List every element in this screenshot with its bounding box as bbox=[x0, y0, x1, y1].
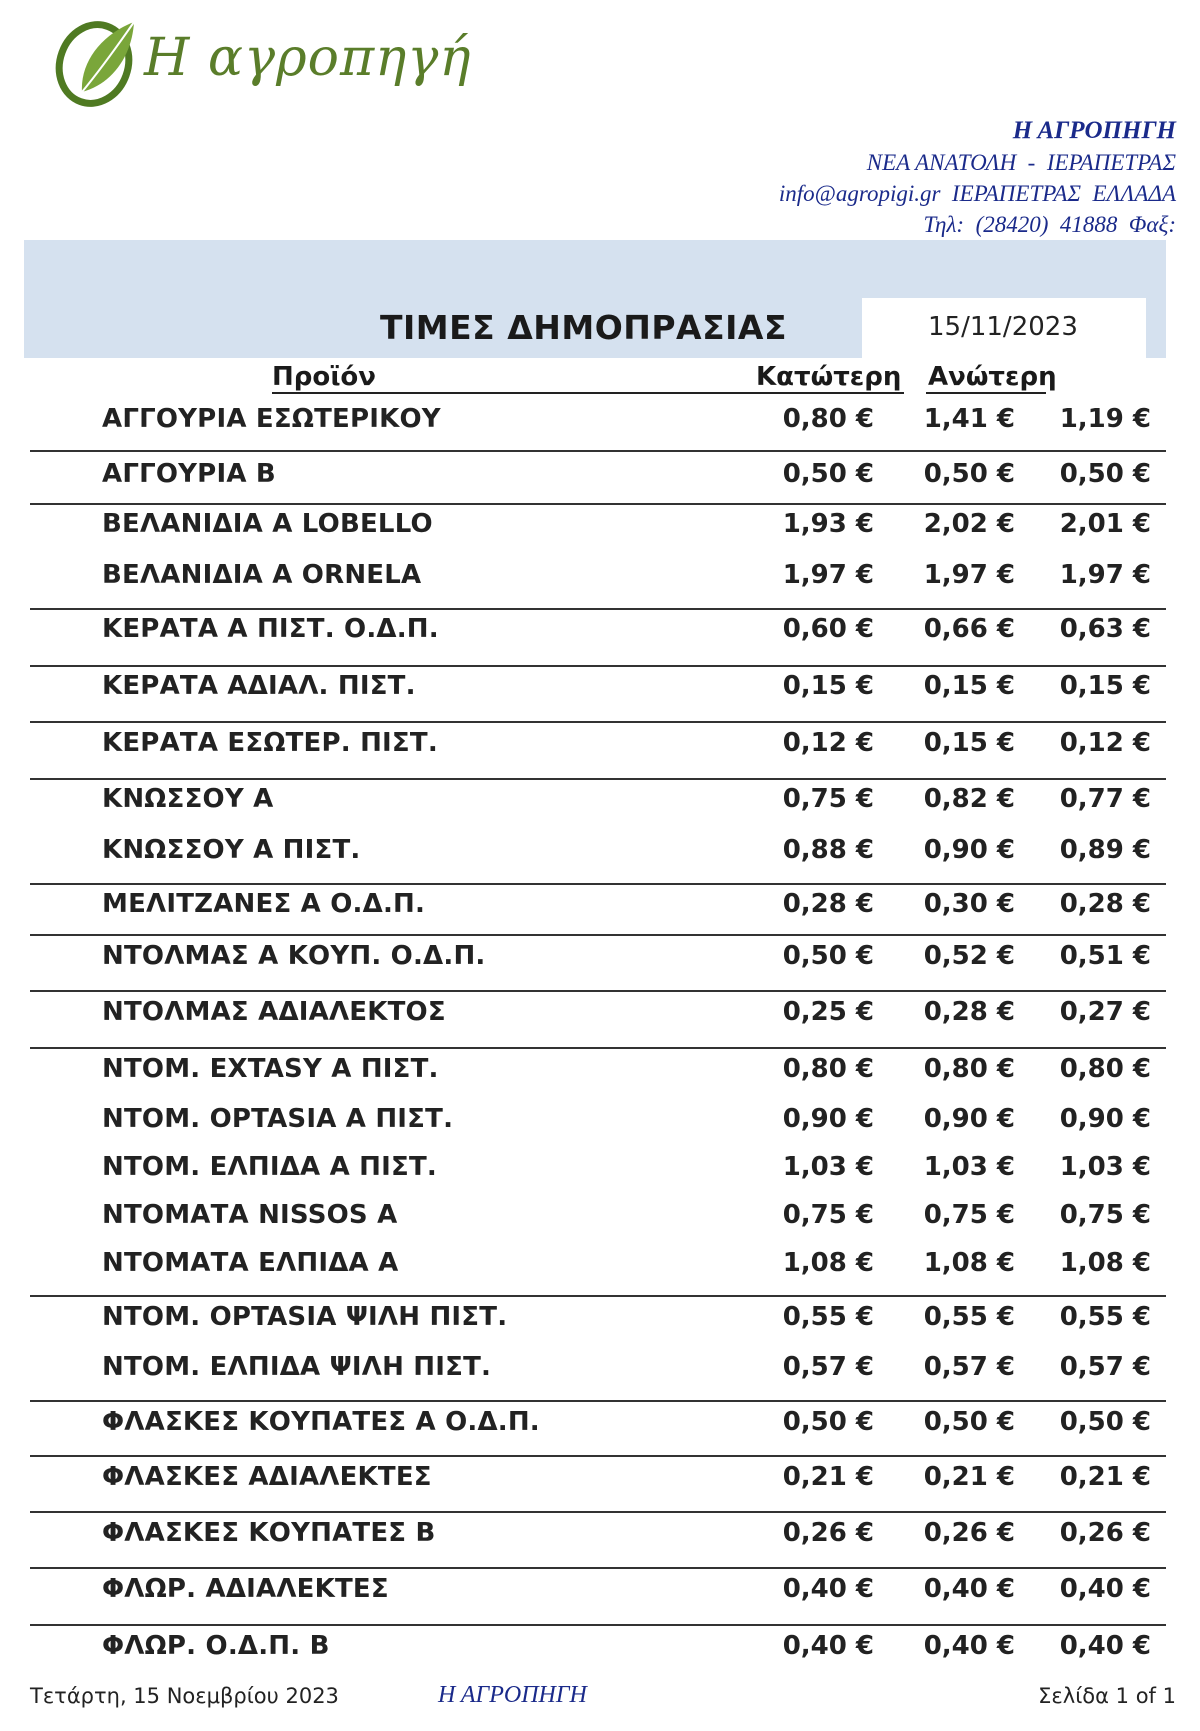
price-low: 1,03 € bbox=[782, 1152, 874, 1182]
price-high: 0,40 € bbox=[923, 1631, 1015, 1661]
price-high: 0,75 € bbox=[923, 1200, 1015, 1230]
product-name: ΝΤΟΜΑΤΑ NISSOS Α bbox=[102, 1200, 398, 1230]
price-low: 0,75 € bbox=[782, 784, 874, 814]
price-low: 0,40 € bbox=[782, 1631, 874, 1661]
column-header-product: Προϊόν bbox=[272, 362, 376, 392]
price-low: 0,40 € bbox=[782, 1574, 874, 1604]
table-row bbox=[0, 1148, 1200, 1188]
table-row bbox=[0, 1100, 1200, 1140]
price-high: 1,08 € bbox=[923, 1248, 1015, 1278]
product-name: ΚΕΡΑΤΑ ΕΣΩΤΕΡ. ΠΙΣΤ. bbox=[102, 728, 438, 758]
product-name: ΦΛΑΣΚΕΣ ΚΟΥΠΑΤΕΣ Β bbox=[102, 1518, 436, 1548]
table-row bbox=[0, 831, 1200, 871]
table-row bbox=[0, 993, 1200, 1033]
price-low: 0,50 € bbox=[782, 941, 874, 971]
product-name: ΝΤΟΛΜΑΣ ΑΔΙΑΛΕΚΤΟΣ bbox=[102, 997, 446, 1027]
product-name: ΝΤΟΜ. ΕΛΠΙΔΑ Α ΠΙΣΤ. bbox=[102, 1152, 437, 1182]
row-separator bbox=[30, 1624, 1166, 1626]
price-third: 0,40 € bbox=[1059, 1631, 1151, 1661]
footer-page-number: Σελίδα 1 of 1 bbox=[1038, 1684, 1176, 1708]
row-separator bbox=[30, 1295, 1166, 1297]
price-low: 0,21 € bbox=[782, 1462, 874, 1492]
footer-date: Τετάρτη, 15 Νοεμβρίου 2023 bbox=[30, 1684, 339, 1708]
price-low: 1,97 € bbox=[782, 560, 874, 590]
price-high: 0,21 € bbox=[923, 1462, 1015, 1492]
price-low: 0,75 € bbox=[782, 1200, 874, 1230]
price-third: 2,01 € bbox=[1059, 509, 1151, 539]
table-row bbox=[0, 1514, 1200, 1554]
product-name: ΦΛΑΣΚΕΣ ΑΔΙΑΛΕΚΤΕΣ bbox=[102, 1462, 432, 1492]
price-high: 0,57 € bbox=[923, 1352, 1015, 1382]
company-name: Η ΑΓΡΟΠΗΓΗ bbox=[1012, 117, 1176, 144]
price-high: 1,03 € bbox=[923, 1152, 1015, 1182]
table-row bbox=[0, 400, 1200, 440]
row-separator bbox=[30, 1511, 1166, 1513]
table-row bbox=[0, 1244, 1200, 1284]
price-third: 0,75 € bbox=[1059, 1200, 1151, 1230]
price-third: 0,27 € bbox=[1059, 997, 1151, 1027]
table-row bbox=[0, 1050, 1200, 1090]
row-separator bbox=[30, 450, 1166, 452]
table-row bbox=[0, 780, 1200, 820]
price-low: 0,15 € bbox=[782, 671, 874, 701]
product-name: ΝΤΟΜ. OPTASIA ΨΙΛΗ ΠΙΣΤ. bbox=[102, 1302, 508, 1332]
table-row bbox=[0, 1298, 1200, 1338]
company-info bbox=[779, 115, 1176, 240]
row-separator bbox=[30, 1400, 1166, 1402]
auction-date: 15/11/2023 bbox=[928, 312, 1078, 342]
leaf-logo-icon bbox=[52, 12, 144, 112]
price-third: 0,90 € bbox=[1059, 1104, 1151, 1134]
price-third: 0,55 € bbox=[1059, 1302, 1151, 1332]
row-separator bbox=[30, 1047, 1166, 1049]
company-address: ΝΕΑ ΑΝΑΤΟΛΗ - ΙΕΡΑΠΕΤΡΑΣ bbox=[866, 150, 1176, 175]
table-row bbox=[0, 505, 1200, 545]
product-name: ΒΕΛΑΝΙΔΙΑ Α ORNELA bbox=[102, 560, 422, 590]
price-low: 0,50 € bbox=[782, 1407, 874, 1437]
row-separator bbox=[30, 1567, 1166, 1569]
price-third: 0,80 € bbox=[1059, 1054, 1151, 1084]
price-low: 1,08 € bbox=[782, 1248, 874, 1278]
price-low: 0,28 € bbox=[782, 889, 874, 919]
product-name: ΚΕΡΑΤΑ Α ΠΙΣΤ. Ο.Δ.Π. bbox=[102, 614, 439, 644]
price-high: 0,90 € bbox=[923, 835, 1015, 865]
price-high: 0,26 € bbox=[923, 1518, 1015, 1548]
table-row bbox=[0, 556, 1200, 596]
product-name: ΝΤΟΜ. EXTASY Α ΠΙΣΤ. bbox=[102, 1054, 439, 1084]
product-name: ΦΛΩΡ. Ο.Δ.Π. Β bbox=[102, 1631, 330, 1661]
table-row bbox=[0, 724, 1200, 764]
product-name: ΚΝΩΣΣΟΥ Α ΠΙΣΤ. bbox=[102, 835, 361, 865]
price-third: 1,97 € bbox=[1059, 560, 1151, 590]
product-name: ΝΤΟΛΜΑΣ Α ΚΟΥΠ. Ο.Δ.Π. bbox=[102, 941, 486, 971]
price-high: 0,80 € bbox=[923, 1054, 1015, 1084]
price-high: 0,28 € bbox=[923, 997, 1015, 1027]
product-name: ΚΕΡΑΤΑ ΑΔΙΑΛ. ΠΙΣΤ. bbox=[102, 671, 416, 701]
logo-wordmark: Η αγροπηγή bbox=[144, 28, 472, 88]
footer-company: Η ΑΓΡΟΠΗΓΗ bbox=[438, 1682, 587, 1708]
price-third: 0,40 € bbox=[1059, 1574, 1151, 1604]
price-third: 0,89 € bbox=[1059, 835, 1151, 865]
row-separator bbox=[30, 1455, 1166, 1457]
table-row bbox=[0, 1348, 1200, 1388]
price-low: 0,57 € bbox=[782, 1352, 874, 1382]
price-high: 2,02 € bbox=[923, 509, 1015, 539]
price-third: 0,77 € bbox=[1059, 784, 1151, 814]
price-high: 0,50 € bbox=[923, 459, 1015, 489]
table-row bbox=[0, 1403, 1200, 1443]
price-third: 1,08 € bbox=[1059, 1248, 1151, 1278]
price-third: 0,51 € bbox=[1059, 941, 1151, 971]
product-name: ΝΤΟΜ. ΕΛΠΙΔΑ ΨΙΛΗ ΠΙΣΤ. bbox=[102, 1352, 492, 1382]
table-row bbox=[0, 667, 1200, 707]
price-high: 1,41 € bbox=[923, 404, 1015, 434]
table-row bbox=[0, 1196, 1200, 1236]
price-third: 0,12 € bbox=[1059, 728, 1151, 758]
price-third: 0,15 € bbox=[1059, 671, 1151, 701]
price-low: 0,50 € bbox=[782, 459, 874, 489]
column-header-high: Ανώτερη bbox=[928, 362, 1057, 392]
price-high: 0,82 € bbox=[923, 784, 1015, 814]
row-separator bbox=[30, 934, 1166, 936]
price-low: 0,12 € bbox=[782, 728, 874, 758]
table-row bbox=[0, 937, 1200, 977]
table-row bbox=[0, 1570, 1200, 1610]
price-third: 1,03 € bbox=[1059, 1152, 1151, 1182]
price-high: 0,15 € bbox=[923, 671, 1015, 701]
company-email: info@agropigi.gr ΙΕΡΑΠΕΤΡΑΣ ΕΛΛΑΔΑ bbox=[778, 181, 1176, 206]
table-row bbox=[0, 1627, 1200, 1667]
header-underline bbox=[926, 392, 1046, 394]
header-underline bbox=[272, 392, 904, 394]
product-name: ΝΤΟΜΑΤΑ ΕΛΠΙΔΑ Α bbox=[102, 1248, 399, 1278]
price-low: 0,25 € bbox=[782, 997, 874, 1027]
price-high: 0,30 € bbox=[923, 889, 1015, 919]
price-low: 0,80 € bbox=[782, 404, 874, 434]
product-name: ΜΕΛΙΤΖΑΝΕΣ Α Ο.Δ.Π. bbox=[102, 889, 426, 919]
price-low: 0,26 € bbox=[782, 1518, 874, 1548]
product-name: ΦΛΑΣΚΕΣ ΚΟΥΠΑΤΕΣ Α Ο.Δ.Π. bbox=[102, 1407, 540, 1437]
page-title: ΤΙΜΕΣ ΔΗΜΟΠΡΑΣΙΑΣ bbox=[380, 308, 787, 347]
table-row bbox=[0, 455, 1200, 495]
company-phone: Τηλ: (28420) 41888 Φαξ: bbox=[923, 212, 1176, 237]
price-low: 0,80 € bbox=[782, 1054, 874, 1084]
price-high: 0,15 € bbox=[923, 728, 1015, 758]
product-name: ΚΝΩΣΣΟΥ Α bbox=[102, 784, 274, 814]
price-high: 0,90 € bbox=[923, 1104, 1015, 1134]
row-separator bbox=[30, 721, 1166, 723]
price-low: 1,93 € bbox=[782, 509, 874, 539]
table-row bbox=[0, 1458, 1200, 1498]
price-high: 0,40 € bbox=[923, 1574, 1015, 1604]
product-name: ΒΕΛΑΝΙΔΙΑ Α LOBELLO bbox=[102, 509, 433, 539]
price-high: 0,50 € bbox=[923, 1407, 1015, 1437]
price-third: 0,26 € bbox=[1059, 1518, 1151, 1548]
price-low: 0,88 € bbox=[782, 835, 874, 865]
company-logo bbox=[52, 12, 472, 112]
price-high: 0,66 € bbox=[923, 614, 1015, 644]
row-separator bbox=[30, 990, 1166, 992]
price-third: 0,28 € bbox=[1059, 889, 1151, 919]
price-third: 0,50 € bbox=[1059, 459, 1151, 489]
price-high: 1,97 € bbox=[923, 560, 1015, 590]
product-name: ΦΛΩΡ. ΑΔΙΑΛΕΚΤΕΣ bbox=[102, 1574, 389, 1604]
price-third: 0,63 € bbox=[1059, 614, 1151, 644]
price-high: 0,55 € bbox=[923, 1302, 1015, 1332]
product-name: ΝΤΟΜ. OPTASIA Α ΠΙΣΤ. bbox=[102, 1104, 454, 1134]
price-third: 0,57 € bbox=[1059, 1352, 1151, 1382]
price-third: 0,21 € bbox=[1059, 1462, 1151, 1492]
price-third: 1,19 € bbox=[1059, 404, 1151, 434]
table-row bbox=[0, 610, 1200, 650]
product-name: ΑΓΓΟΥΡΙΑ ΕΣΩΤΕΡΙΚΟΥ bbox=[102, 404, 441, 434]
price-low: 0,55 € bbox=[782, 1302, 874, 1332]
price-low: 0,90 € bbox=[782, 1104, 874, 1134]
table-row bbox=[0, 885, 1200, 925]
column-header-low: Κατώτερη bbox=[756, 362, 902, 392]
price-high: 0,52 € bbox=[923, 941, 1015, 971]
price-third: 0,50 € bbox=[1059, 1407, 1151, 1437]
price-low: 0,60 € bbox=[782, 614, 874, 644]
product-name: ΑΓΓΟΥΡΙΑ Β bbox=[102, 459, 276, 489]
